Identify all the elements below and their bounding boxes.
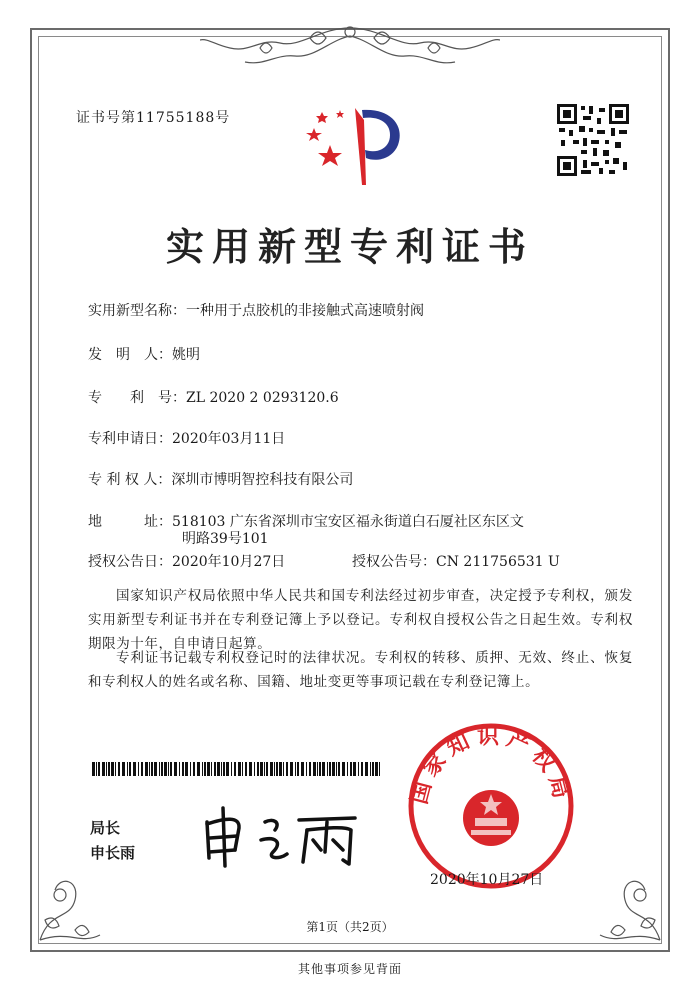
utility-model-name-value: 一种用于点胶机的非接触式高速喷射阀 [186, 303, 424, 319]
utility-model-name-label: 实用新型名称： [88, 303, 186, 319]
address-label: 地 址： [88, 514, 172, 530]
signature-name: 申长雨 [90, 844, 136, 862]
grant-number-value: CN 211756531 U [436, 554, 560, 570]
signature-title: 局长 [90, 819, 121, 837]
patentee-label: 专 利 权 人： [88, 472, 172, 488]
application-date-value: 2020年03月11日 [172, 431, 286, 447]
grant-date-value: 2020年10月27日 [172, 554, 286, 570]
grant-number-row [352, 553, 560, 571]
patentee-value: 深圳市博明智控科技有限公司 [171, 472, 354, 488]
top-ornament-icon [200, 18, 500, 78]
grant-date-label: 授权公告日： [88, 554, 172, 570]
grant-number-label: 授权公告号： [352, 554, 436, 570]
body-paragraph-2: 专利证书记载专利权登记时的法律状况。专利权的转移、质押、无效、终止、恢复和专利权人的姓名或名称、国籍、地址变更等事项记载在专利登记簿上。 [88, 650, 633, 690]
qr-code-icon [557, 104, 629, 176]
inventor-row [88, 346, 200, 364]
cnipa-logo-icon [300, 100, 410, 190]
seal-date: 2020年10月27日 [430, 872, 544, 888]
application-date-row [88, 430, 285, 448]
bottom-right-ornament-icon [580, 860, 670, 950]
certificate-number: 证书号第11755188号 [76, 110, 231, 126]
address-line-2: 明路39号101 [182, 531, 269, 547]
handwritten-signature [195, 800, 365, 870]
inventor-label: 发 明 人： [88, 347, 172, 363]
application-date-label: 专利申请日： [88, 431, 172, 447]
inventor-value: 姚明 [172, 347, 200, 363]
footer-note: 其他事项参见背面 [297, 962, 402, 976]
patentee-row [88, 471, 353, 489]
grant-date-row [88, 553, 285, 571]
official-seal-icon [407, 722, 575, 890]
barcode-icon [92, 762, 382, 776]
bottom-left-ornament-icon [30, 860, 120, 950]
page-title: 实用新型专利证书 [165, 224, 534, 269]
patent-number-row [88, 389, 339, 407]
body-paragraph-1: 国家知识产权局依照中华人民共和国专利法经过初步审查，决定授予专利权，颁发实用新型专利证书并在专利登记簿上予以登记。专利权自授权公告之日起生效。专利权期限为十年，自申请日起算。 [88, 588, 633, 652]
seal-text: 国家知识产权局 [407, 724, 575, 807]
patent-number-label: 专 利 号： [88, 390, 186, 406]
address-line-1: 518103 广东省深圳市宝安区福永街道白石厦社区东区文 [172, 514, 524, 530]
utility-model-name-row [88, 302, 424, 320]
address-row [88, 513, 524, 531]
page-indicator: 第1页（共2页） [306, 920, 394, 934]
patent-number-value: ZL 2020 2 0293120.6 [186, 390, 339, 406]
